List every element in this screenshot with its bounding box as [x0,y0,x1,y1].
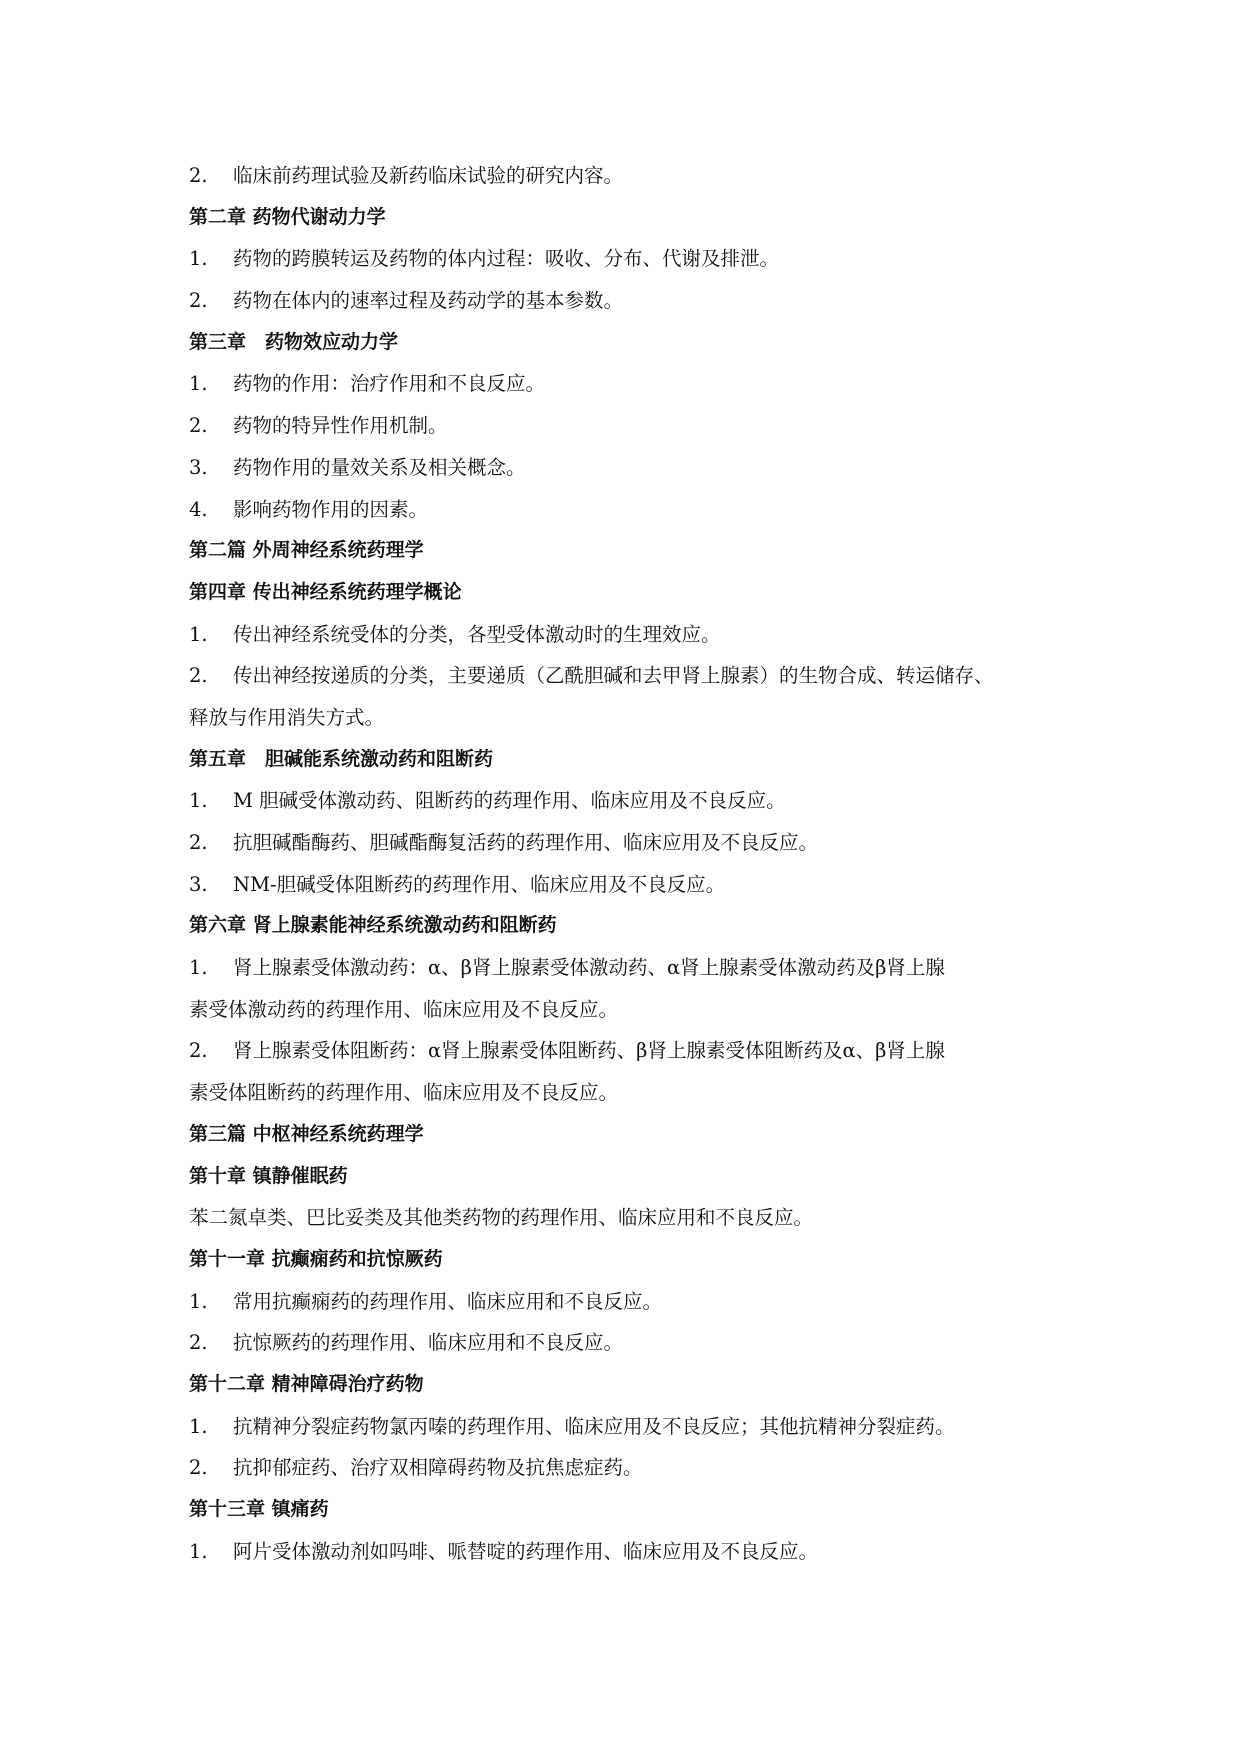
list-item [189,1406,1089,1448]
chapter-heading: 第二章 药物代谢动力学 [189,205,386,228]
document-body [189,155,1089,1572]
item-text: 药物作用的量效关系及相关概念。 [233,455,526,479]
chapter-heading: 第十三章 镇痛药 [189,1498,329,1520]
list-item [189,947,1089,989]
item-number: 2. [189,1039,208,1063]
list-item [189,1322,1089,1364]
list-item [189,363,1089,405]
item-text: 传出神经按递质的分类，主要递质（乙酰胆碱和去甲肾上腺素）的生物合成、转运储存、 [233,664,994,688]
item-number: 3. [189,872,208,896]
item-text: 抗精神分裂症药物氯丙嗪的药理作用、临床应用及不良反应；其他抗精神分裂症药。 [233,1414,955,1438]
list-item [189,280,1089,322]
item-text: 抗抑郁症药、治疗双相障碍药物及抗焦虑症药。 [233,1456,643,1480]
chapter-heading: 第三章 药物效应动力学 [189,330,399,353]
item-text: 抗胆碱酯酶药、胆碱酯酶复活药的药理作用、临床应用及不良反应。 [233,831,819,854]
paragraph-text: 素受体激动药的药理作用、临床应用及不良反应。 [189,997,619,1021]
item-number: 2. [189,831,208,854]
item-number: 2. [189,289,208,313]
list-item [189,1447,1089,1489]
item-text: 药物的作用：治疗作用和不良反应。 [233,372,546,396]
item-text: 药物的特异性作用机制。 [233,414,448,438]
item-number: 2. [189,1331,208,1355]
item-number: 1. [189,1289,208,1313]
list-item [189,238,1089,280]
item-number: 1. [189,247,208,271]
chapter-heading: 第五章 胆碱能系统激动药和阻断药 [189,747,494,770]
list-item [189,780,1089,822]
list-item [189,1281,1089,1323]
list-item [189,614,1089,656]
list-item [189,489,1089,531]
chapter-heading: 第六章 肾上腺素能神经系统激动药和阻断药 [189,914,557,937]
item-text: 抗惊厥药的药理作用、临床应用和不良反应。 [233,1331,624,1355]
chapter-heading: 第三篇 中枢神经系统药理学 [189,1122,424,1145]
item-number: 1. [189,372,208,396]
item-number: 2. [189,414,208,438]
item-text: M 胆碱受体激动药、阻断药的药理作用、临床应用及不良反应。 [233,789,786,813]
item-text: 影响药物作用的因素。 [233,497,429,521]
item-text: 肾上腺素受体阻断药：α肾上腺素受体阻断药、β肾上腺素受体阻断药及α、β肾上腺 [233,1039,945,1063]
item-number: 1. [189,1414,208,1438]
paragraph-text: 苯二氮卓类、巴比妥类及其他类药物的药理作用、临床应用和不良反应。 [189,1206,814,1230]
list-item [189,864,1089,906]
chapter-heading: 第四章 传出神经系统药理学概论 [189,580,462,603]
item-text: 传出神经系统受体的分类，各型受体激动时的生理效应。 [233,622,721,646]
item-number: 4. [189,497,208,521]
paragraph-text: 素受体阻断药的药理作用、临床应用及不良反应。 [189,1081,619,1105]
item-text: 常用抗癫痫药的药理作用、临床应用和不良反应。 [233,1289,663,1313]
item-number: 1. [189,622,208,646]
item-number: 2. [189,164,208,187]
list-item [189,1030,1089,1072]
list-item [189,1531,1089,1573]
list-item [189,447,1089,489]
item-number: 2. [189,664,208,688]
list-item [189,405,1089,447]
list-item [189,155,1089,197]
list-item [189,655,1089,697]
item-number: 2. [189,1456,208,1480]
item-number: 1. [189,789,208,813]
list-item [189,822,1089,864]
chapter-heading: 第二篇 外周神经系统药理学 [189,539,424,562]
item-text: 药物在体内的速率过程及药动学的基本参数。 [233,289,624,313]
item-text: 阿片受体激动剂如吗啡、哌替啶的药理作用、临床应用及不良反应。 [233,1539,819,1563]
chapter-heading: 第十章 镇静催眠药 [189,1164,348,1187]
item-number: 1. [189,1539,208,1563]
chapter-heading: 第十二章 精神障碍治疗药物 [189,1372,424,1395]
item-number: 3. [189,455,208,479]
item-text: 临床前药理试验及新药临床试验的研究内容。 [233,164,624,187]
chapter-heading: 第十一章 抗癫痫药和抗惊厥药 [189,1247,443,1270]
item-text: 药物的跨膜转运及药物的体内过程：吸收、分布、代谢及排泄。 [233,247,780,271]
item-text: NM-胆碱受体阻断药的药理作用、临床应用及不良反应。 [233,872,726,896]
paragraph-text: 释放与作用消失方式。 [189,705,385,729]
item-number: 1. [189,956,208,980]
item-text: 肾上腺素受体激动药：α、β肾上腺素受体激动药、α肾上腺素受体激动药及β肾上腺 [233,956,945,980]
